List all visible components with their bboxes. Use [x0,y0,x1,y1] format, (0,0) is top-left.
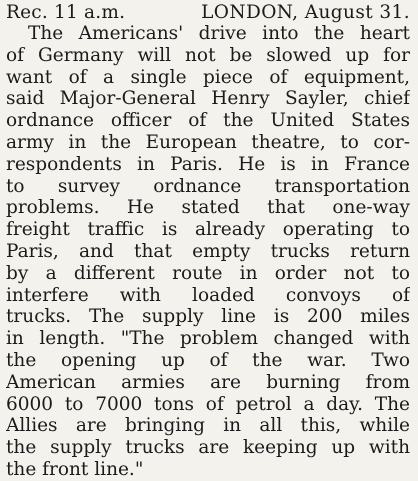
article-line: want of a single piece of equipment, [6,66,410,88]
article-line: of Germany will not be slowed up for [6,44,410,66]
article-line: Allies are bringing in all this, while [6,415,410,437]
article-line: said Major-General Henry Sayler, chief [6,88,410,110]
received-time: Rec. 11 a.m. [6,2,126,23]
article-line: American armies are burning from [6,371,410,393]
article-line: 6000 to 7000 tons of petrol a day. The [6,393,410,415]
article-line: freight traffic is already operating to [6,219,410,241]
article-line: by a different route in order not to [6,262,410,284]
article-line: the supply trucks are keeping up with [6,437,410,459]
article-line: Paris, and that empty trucks return [6,240,410,262]
article-line: to survey ordnance transportation [6,175,410,197]
article-line: the opening up of the war. Two [6,349,410,371]
article-line: the front line." [6,458,144,480]
article-line: respondents in Paris. He is in France [6,153,410,175]
article-line: army in the European theatre, to cor- [6,131,410,153]
dateline: LONDON, August 31. [201,2,410,23]
article-line: ordnance officer of the United States [6,110,410,132]
dateline-row [6,2,410,23]
article-line: interfere with loaded convoys of [6,284,410,306]
article-body [6,23,410,481]
article-line: problems. He stated that one-way [6,197,410,219]
article-line: trucks. The supply line is 200 miles [6,306,410,328]
article-line: The Americans' drive into the heart [28,23,410,44]
article-line: in length. "The problem changed with [6,328,410,350]
